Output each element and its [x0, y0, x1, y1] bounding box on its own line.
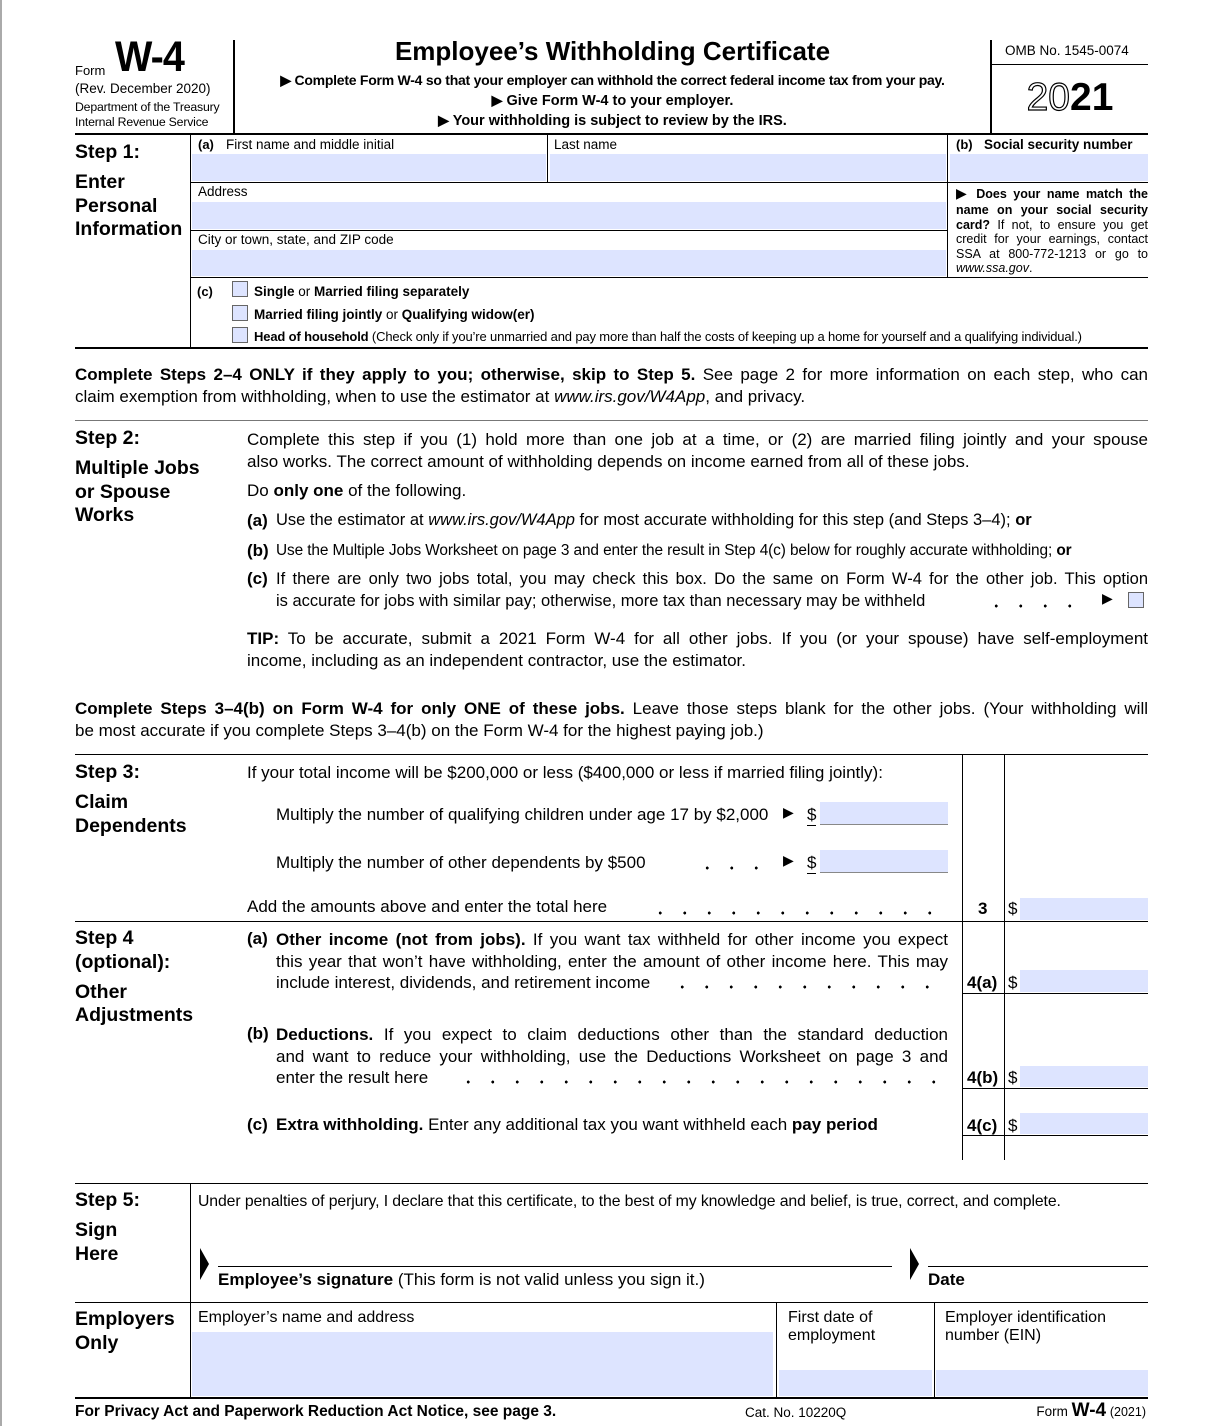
other-dependents-label: Multiply the number of other dependents by $500: [276, 853, 646, 872]
other-income-input[interactable]: [1020, 970, 1148, 992]
divider: [934, 1302, 935, 1398]
step5-subtitle: Here: [75, 1243, 119, 1265]
leader-dots: [932, 1128, 940, 1132]
dollar-sign: $: [1008, 973, 1018, 992]
text-line: is accurate for jobs with similar pay; otherwise, more tax than necessary may be withheld: [276, 591, 926, 610]
text: Enter any additional tax you want withheld each: [423, 1115, 792, 1134]
text: If you expect to claim deductions other than the standard deduction: [373, 1025, 948, 1044]
option-bold: Single: [254, 284, 295, 299]
step4-subtitle: Adjustments: [75, 1004, 194, 1026]
ein-label: [945, 1309, 1106, 1345]
first-name-letter: (a): [198, 137, 214, 152]
divider: [962, 993, 1148, 994]
omb-number: OMB No. 1545-0074: [1005, 43, 1129, 58]
signature-label: [218, 1270, 705, 1290]
form-word: Form: [1036, 1404, 1068, 1419]
ssn-letter: (b): [956, 137, 973, 152]
form-title: Employee’s Withholding Certificate: [394, 36, 831, 66]
steps-3-4-note: [75, 698, 1148, 742]
option-a-letter: (a): [247, 511, 268, 530]
divider: [776, 1302, 777, 1398]
text: for most accurate withholding for this step (and Steps 3–4);: [574, 511, 1016, 529]
option-text: (Check only if you’re unmarried and pay more than half the costs of keeping up a home for yourself and a qualifying individual.): [368, 329, 1082, 344]
text: Use the estimator at: [276, 511, 429, 529]
dollar-sign: $: [807, 853, 817, 872]
option-b-text: [276, 542, 1072, 560]
perjury-statement: Under penalties of perjury, I declare that this certificate, to the best of my knowledge and belief, is true, correct, and complete.: [198, 1193, 1061, 1210]
arrow-icon: [783, 804, 794, 822]
signature-line[interactable]: [218, 1266, 892, 1267]
line-number: 4(b): [967, 1068, 999, 1087]
single-label: [254, 284, 469, 299]
note-bold: card?: [956, 217, 991, 232]
tip-paragraph: [247, 628, 1148, 672]
privacy-notice: For Privacy Act and Paperwork Reduction Act Notice, see page 3.: [75, 1403, 557, 1420]
note-line: [956, 261, 1148, 275]
step4c-text: [276, 1115, 878, 1135]
filing-status-letter: (c): [197, 284, 213, 299]
step2-subtitle: Multiple Jobs: [75, 457, 200, 479]
leader-dots: [648, 911, 942, 915]
dollar-sign: $: [1008, 1068, 1018, 1087]
step3-subtitle: Claim: [75, 791, 129, 813]
step4-heading: Step 4: [75, 927, 134, 949]
text-bold: or: [1015, 511, 1032, 529]
arrow-icon: [783, 852, 794, 870]
divider: [75, 921, 1148, 922]
text-line: [276, 929, 948, 951]
intro-paragraph: [75, 364, 1148, 408]
divider: [75, 754, 1148, 755]
married-jointly-label: [254, 307, 535, 322]
dollar-sign: $: [807, 805, 817, 824]
note-line: [956, 218, 1148, 232]
arrow-icon: [956, 190, 970, 201]
department: Department of the Treasury: [75, 100, 220, 114]
ssa-link[interactable]: www.ssa.gov: [956, 261, 1029, 276]
tip-line: income, including as an independent contractor, use the estimator.: [247, 651, 746, 670]
label-line: Employer identification: [945, 1309, 1106, 1326]
text-bold: only one: [273, 481, 344, 500]
note-text: Leave those steps blank for the other jobs. (Your withholding will: [624, 699, 1148, 718]
step4b-text: [276, 1024, 948, 1089]
children-label: Multiply the number of qualifying children under age 17 by $2,000: [276, 805, 769, 824]
leader-dots: [456, 1080, 942, 1084]
divider: [962, 754, 963, 1160]
option-bold: Married filing separately: [314, 284, 470, 299]
option-b-letter: (b): [247, 541, 269, 560]
divider: [75, 1302, 1148, 1303]
option-text: or: [294, 284, 315, 299]
option-bold: Head of household: [254, 329, 369, 344]
description-line: also works. The correct amount of withholding depends on income earned from all of these jobs.: [247, 451, 970, 471]
line-number: 4(c): [967, 1116, 998, 1135]
step2-subtitle: Works: [75, 504, 135, 526]
step4b-letter: (b): [247, 1024, 269, 1043]
divider: [75, 1397, 1148, 1399]
ssn-label: Social security number: [984, 137, 1133, 152]
text: Use the Multiple Jobs Worksheet on page 3 and enter the result in Step 4(c) below for roughly accurate withholding;: [276, 542, 1057, 559]
employer-name-label: Employer’s name and address: [198, 1309, 415, 1326]
step2-subtitle: or Spouse: [75, 481, 171, 503]
divider: [190, 182, 1148, 183]
first-name-input[interactable]: [192, 154, 546, 181]
divider: [75, 133, 1148, 135]
text-bold: Extra withholding.: [276, 1115, 424, 1134]
description-line: Complete this step if you (1) hold more than one job at a time, or (2) are married filing jointly and your spouse: [247, 430, 1148, 449]
tax-year: [992, 76, 1148, 120]
option-a-text: [276, 511, 1032, 530]
step3-subtitle: Dependents: [75, 815, 187, 837]
text: (This form is not valid unless you sign it.): [393, 1270, 705, 1289]
text-line: [276, 1024, 948, 1046]
step4-heading-optional: (optional):: [75, 951, 171, 973]
step1-subtitle: Information: [75, 218, 183, 240]
year-bold: 21: [1070, 76, 1114, 119]
first-name-label: First name and middle initial: [226, 137, 395, 152]
step5-subtitle: Sign: [75, 1219, 118, 1241]
note-line: name on your social security: [956, 203, 1148, 218]
line-number: 3: [978, 899, 988, 918]
label-line: number (EIN): [945, 1327, 1042, 1344]
note-bold: Complete Steps 3–4(b) on Form W-4 for only ONE of these jobs.: [75, 699, 625, 718]
city-input[interactable]: [192, 250, 946, 276]
text-bold: Employee’s signature: [218, 1270, 394, 1289]
arrow-icon: [1102, 590, 1113, 608]
intro-text: See page 2 for more information on each step, who can: [695, 365, 1148, 384]
revision: (Rev. December 2020): [75, 81, 211, 96]
step3-heading: Step 3:: [75, 761, 141, 783]
married-jointly-checkbox[interactable]: [232, 305, 248, 321]
step3-total-input[interactable]: [1020, 898, 1148, 920]
instruction-text: Your withholding is subject to review by the IRS.: [452, 113, 787, 129]
divider: [190, 277, 1148, 278]
leader-dots: [984, 604, 1084, 608]
note-bold: Does your name match the: [976, 187, 1148, 201]
step5-heading: Step 5:: [75, 1189, 141, 1211]
intro-text: claim exemption from withholding, when to use the estimator at: [75, 387, 555, 406]
catalog-number: Cat. No. 10220Q: [745, 1405, 847, 1420]
employers-heading: Employers: [75, 1308, 175, 1330]
two-jobs-checkbox[interactable]: [1128, 592, 1144, 608]
tip-line: [247, 628, 1148, 650]
text-bold: Other income (not from jobs).: [276, 930, 526, 949]
form-number: W-4: [115, 33, 184, 81]
intro-line: [75, 386, 1148, 408]
leader-dots: [670, 985, 942, 989]
instruction-text: Complete Form W-4 so that your employer can withhold the correct federal income tax from your pay.: [294, 72, 945, 88]
line-number: 4(a): [967, 973, 998, 992]
label-line: employment: [788, 1327, 876, 1344]
footer-form-id: [1036, 1400, 1146, 1422]
dollar-sign: $: [1008, 1116, 1018, 1135]
text-line: include interest, dividends, and retirement income: [276, 973, 651, 992]
note-text: If not, to ensure you get: [990, 217, 1148, 232]
intro-line: [75, 364, 1148, 386]
step2-do-one: [247, 481, 466, 501]
divider: [962, 1135, 1148, 1136]
option-c-letter: (c): [247, 569, 268, 588]
form-word: Form: [75, 63, 106, 78]
agency: Internal Revenue Service: [75, 115, 209, 129]
extra-withholding-input[interactable]: [1020, 1113, 1148, 1134]
text-line: and want to reduce your withholding, use the Deductions Worksheet on page 3 and: [276, 1046, 948, 1066]
text-bold: or: [1056, 542, 1072, 559]
tip-bold: TIP:: [247, 629, 280, 648]
divider: [1004, 754, 1005, 1160]
step1-subtitle: Personal: [75, 195, 158, 217]
sign-arrow-icon: [910, 1248, 919, 1280]
head-of-household-checkbox[interactable]: [232, 327, 248, 343]
step2-description: [247, 429, 1148, 472]
arrow-icon: [492, 93, 503, 109]
step4c-letter: (c): [247, 1115, 268, 1134]
form-year: (2021): [1109, 1405, 1146, 1419]
text-line: enter the result here: [276, 1068, 429, 1087]
divider: [75, 420, 1148, 421]
deductions-input[interactable]: [1020, 1066, 1148, 1087]
name-match-note: [956, 186, 1148, 275]
employers-heading: Only: [75, 1332, 119, 1354]
instruction-3: [235, 112, 990, 129]
text: Do: [247, 481, 274, 500]
option-bold: Married filing jointly: [254, 307, 383, 322]
intro-text: , and privacy.: [705, 387, 806, 406]
divider: [190, 135, 191, 347]
last-name-label: Last name: [554, 137, 618, 152]
ssn-input[interactable]: [950, 154, 1148, 181]
arrow-icon: [280, 72, 291, 88]
divider: [947, 135, 948, 277]
sign-arrow-icon: [200, 1248, 209, 1280]
text-bold: pay period: [791, 1115, 878, 1134]
label-line: First date of: [788, 1309, 873, 1326]
text: If you want tax withheld for other income you expect: [525, 930, 948, 949]
employer-name-input[interactable]: [192, 1332, 773, 1396]
address-label: Address: [198, 184, 248, 199]
divider: [990, 64, 1148, 65]
step4a-text: [276, 929, 948, 994]
step3-intro: If your total income will be $200,000 or less ($400,000 or less if married filing jointly):: [247, 763, 883, 782]
leader-dots: [695, 866, 775, 870]
form-number: W-4: [1071, 1400, 1107, 1421]
divider: [962, 1088, 1148, 1089]
city-label: City or town, state, and ZIP code: [198, 232, 394, 247]
option-text: or: [382, 307, 402, 322]
note-line: [956, 186, 1148, 203]
other-dependents-amount-input[interactable]: [820, 850, 948, 873]
step4-subtitle: Other: [75, 981, 128, 1003]
tip-text: To be accurate, submit a 2021 Form W-4 for all other jobs. If you (or your spouse) have self-employment: [279, 629, 1148, 648]
divider: [547, 135, 548, 182]
divider: [75, 1183, 1148, 1184]
text: of the following.: [343, 481, 467, 500]
instruction-1: [235, 72, 990, 89]
first-date-input[interactable]: [779, 1370, 932, 1396]
year-outline: 20: [1026, 76, 1070, 119]
step2-heading: Step 2:: [75, 427, 141, 449]
total-label: Add the amounts above and enter the total here: [247, 897, 608, 916]
instruction-2: [235, 92, 990, 109]
intro-bold: Complete Steps 2–4 ONLY if they apply to you; otherwise, skip to Step 5.: [75, 365, 696, 384]
divider: [190, 230, 947, 231]
divider: [190, 1183, 191, 1398]
note-line: SSA at 800-772-1213 or go to: [956, 246, 1148, 261]
instruction-text: Give Form W-4 to your employer.: [506, 93, 734, 109]
note-line: be most accurate if you complete Steps 3–4(b) on the Form W-4 for the highest paying job.): [75, 721, 764, 740]
ein-input[interactable]: [936, 1370, 1148, 1396]
estimator-link[interactable]: www.irs.gov/W4App: [554, 387, 706, 406]
estimator-link[interactable]: www.irs.gov/W4App: [428, 511, 575, 529]
text-bold: Deductions.: [276, 1025, 374, 1044]
address-input[interactable]: [192, 202, 946, 229]
first-date-label: [788, 1309, 875, 1345]
note-line: credit for your earnings, contact: [956, 232, 1148, 247]
step1-subtitle: Enter: [75, 171, 125, 193]
date-label: Date: [928, 1270, 965, 1289]
head-of-household-label: [254, 329, 1082, 344]
option-bold: Qualifying widow(er): [401, 307, 535, 322]
text-line: this year that won’t have withholding, enter the amount of other income here. This may: [276, 951, 948, 971]
arrow-icon: [438, 113, 449, 129]
single-checkbox[interactable]: [232, 281, 248, 297]
text-line: If there are only two jobs total, you may check this box. Do the same on Form W-4 for the other job. This option: [276, 570, 1148, 588]
dollar-sign: $: [1008, 899, 1018, 918]
step4a-letter: (a): [247, 929, 268, 948]
last-name-input[interactable]: [550, 154, 946, 181]
note-text: .: [1028, 261, 1033, 276]
children-amount-input[interactable]: [820, 802, 948, 825]
step1-heading: Step 1:: [75, 141, 141, 163]
divider: [75, 347, 1148, 349]
date-line[interactable]: [928, 1266, 1148, 1267]
note-line: [75, 698, 1148, 720]
